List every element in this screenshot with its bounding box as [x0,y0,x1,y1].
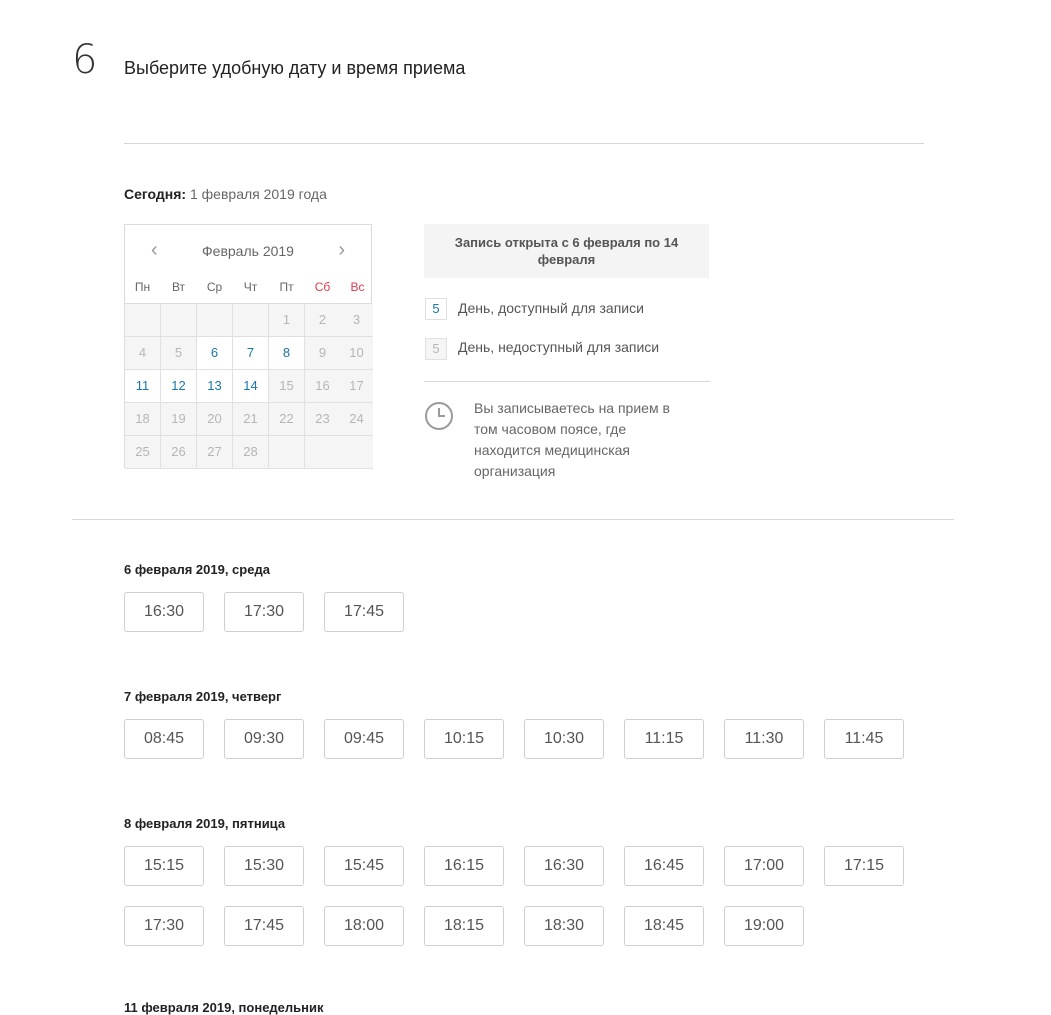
calendar-day: 15 [269,370,305,403]
next-month-button[interactable]: › [338,239,345,261]
time-slot-button[interactable]: 17:30 [124,906,204,946]
time-slot-button[interactable]: 17:45 [324,592,404,632]
time-slot-button[interactable]: 16:15 [424,846,504,886]
calendar-empty-cell [161,304,197,337]
time-slot-button[interactable]: 16:45 [624,846,704,886]
day-title: 6 февраля 2019, среда [124,562,270,577]
today-value: 1 февраля 2019 года [189,186,327,202]
section-divider [72,519,954,520]
calendar-day: 24 [340,403,373,436]
calendar-day: 28 [233,436,269,469]
weekday-label: Сб [314,280,331,294]
calendar-day: 21 [233,403,269,436]
time-slot-button[interactable]: 11:45 [824,719,904,759]
page-title: Выберите удобную дату и время приема [124,58,466,78]
day-title: 7 февраля 2019, четверг [124,689,282,704]
calendar [124,224,372,468]
time-slot-button[interactable]: 09:45 [324,719,404,759]
today-label: Сегодня: [124,186,187,202]
legend-unavailable-sample: 5 [425,338,447,360]
time-slot-button[interactable]: 11:15 [624,719,704,759]
weekday-label: Ср [206,280,223,294]
time-slot-button[interactable]: 19:00 [724,906,804,946]
time-slot-button[interactable]: 17:15 [824,846,904,886]
time-slot-button[interactable]: 09:30 [224,719,304,759]
timezone-note: Вы записываетесь на прием в том часовом поясе, где находится медицинская организация [474,400,670,479]
time-slot-button[interactable]: 15:45 [324,846,404,886]
calendar-day: 16 [305,370,341,403]
legend-available-sample: 5 [425,298,447,320]
prev-month-button[interactable]: ‹ [151,239,158,261]
calendar-day: 1 [269,304,305,337]
calendar-day: 10 [340,337,373,370]
calendar-empty-cell [305,436,341,469]
calendar-day: 17 [340,370,373,403]
weekday-label: Чт [243,280,258,294]
weekday-label: Вт [171,280,186,294]
weekday-label: Пт [279,280,294,294]
time-slot-button[interactable]: 18:15 [424,906,504,946]
time-slot-button[interactable]: 11:30 [724,719,804,759]
calendar-day: 18 [125,403,161,436]
calendar-day: 9 [305,337,341,370]
calendar-empty-cell [197,304,233,337]
calendar-day[interactable]: 7 [233,337,269,370]
time-slot-button[interactable]: 18:00 [324,906,404,946]
time-slot-button[interactable]: 17:45 [224,906,304,946]
calendar-day: 22 [269,403,305,436]
step-number: 6 [72,37,98,83]
time-slot-button[interactable]: 17:00 [724,846,804,886]
time-slot-button[interactable]: 16:30 [124,592,204,632]
time-slot-button[interactable]: 10:15 [424,719,504,759]
calendar-day: 27 [197,436,233,469]
info-divider [424,381,710,382]
calendar-empty-cell [233,304,269,337]
day-title: 8 февраля 2019, пятница [124,816,286,831]
legend-unavailable-label: День, недоступный для записи [458,339,660,355]
calendar-day: 25 [125,436,161,469]
calendar-day: 20 [197,403,233,436]
calendar-day: 23 [305,403,341,436]
calendar-month: Февраль 2019 [202,243,294,259]
calendar-header [125,225,371,304]
time-slot-button[interactable]: 16:30 [524,846,604,886]
calendar-day: 3 [340,304,373,337]
calendar-day: 2 [305,304,341,337]
calendar-day: 26 [161,436,197,469]
calendar-day[interactable]: 13 [197,370,233,403]
day-title: 11 февраля 2019, понедельник [124,1000,324,1015]
calendar-day[interactable]: 11 [125,370,161,403]
calendar-day: 19 [161,403,197,436]
time-slot-button[interactable]: 08:45 [124,719,204,759]
legend-available-label: День, доступный для записи [458,300,644,316]
clock-icon [424,401,454,431]
time-slot-button[interactable]: 10:30 [524,719,604,759]
calendar-empty-cell [125,304,161,337]
calendar-day: 4 [125,337,161,370]
weekday-label: Вс [350,280,365,294]
calendar-empty-cell [340,436,373,469]
calendar-day[interactable]: 6 [197,337,233,370]
calendar-empty-cell [269,436,305,469]
weekday-label: Пн [134,280,151,294]
time-slot-button[interactable]: 18:45 [624,906,704,946]
calendar-day[interactable]: 14 [233,370,269,403]
calendar-day[interactable]: 8 [269,337,305,370]
time-slot-button[interactable]: 18:30 [524,906,604,946]
time-slot-button[interactable]: 15:15 [124,846,204,886]
time-slot-button[interactable]: 17:30 [224,592,304,632]
time-slot-button[interactable]: 15:30 [224,846,304,886]
divider [124,143,924,144]
booking-range-box: Запись открыта с 6 февраля по 14 февраля [424,224,709,278]
calendar-day[interactable]: 12 [161,370,197,403]
calendar-day: 5 [161,337,197,370]
today-line [124,186,327,202]
